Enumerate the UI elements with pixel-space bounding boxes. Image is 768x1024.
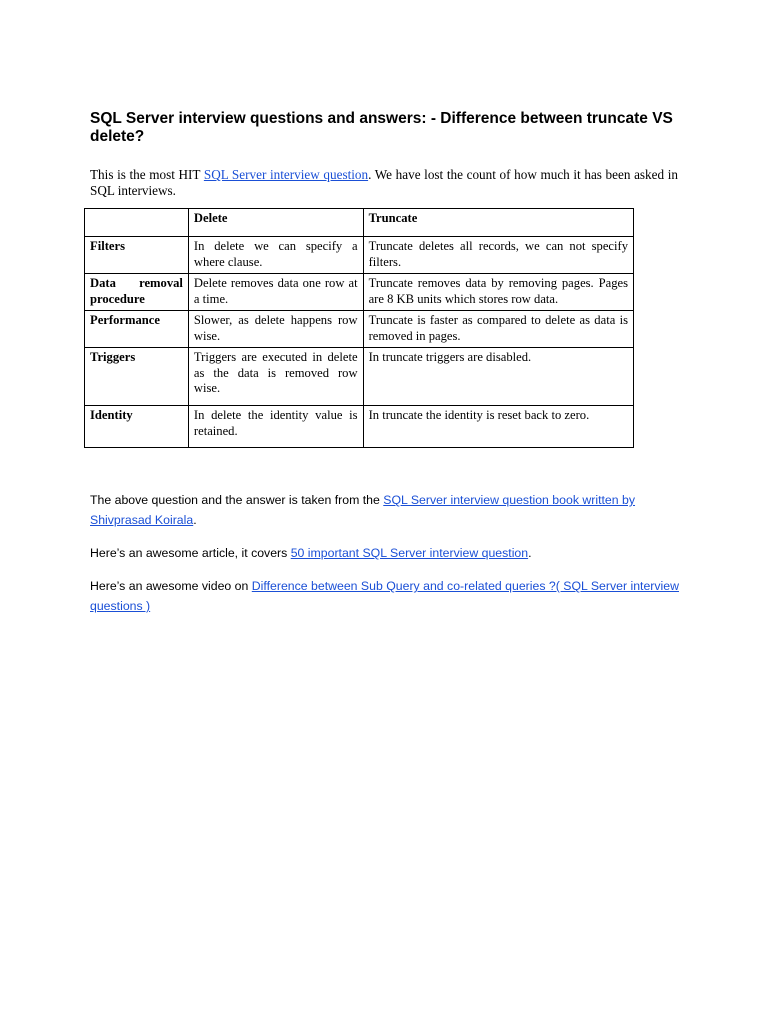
table-row-filters	[85, 237, 634, 274]
book-suffix: .	[193, 513, 197, 527]
cell-truncate-filters: Truncate deletes all records, we can not specify filters.	[363, 237, 633, 274]
article-prefix: Here’s an awesome article, it covers	[90, 546, 291, 560]
cell-delete-triggers: Triggers are executed in delete as the data is removed row wise.	[188, 348, 363, 406]
table-row-triggers	[85, 348, 634, 406]
row-label-identity: Identity	[85, 406, 189, 448]
book-source-paragraph	[90, 490, 680, 530]
cell-truncate-performance: Truncate is faster as compared to delete as data is removed in pages.	[363, 311, 633, 348]
article-suffix: .	[528, 546, 532, 560]
intro-suffix: . We have lost the count of how much it has been asked in SQL interviews.	[90, 167, 678, 198]
cell-truncate-identity: In truncate the identity is reset back to zero.	[363, 406, 633, 448]
row-label-triggers: Triggers	[85, 348, 189, 406]
header-cell-delete: Delete	[188, 209, 363, 237]
page-title: SQL Server interview questions and answers: - Difference between truncate VS delete?	[90, 110, 673, 145]
interview-book-link[interactable]: SQL Server interview question book written by Shivprasad Koirala	[90, 493, 636, 527]
sql-interview-question-link[interactable]: SQL Server interview question	[203, 167, 369, 182]
article-link[interactable]: 50 important SQL Server interview question	[290, 546, 529, 560]
cell-truncate-data-removal: Truncate removes data by removing pages. Pages are 8 KB units which stores row data.	[363, 274, 633, 311]
video-link[interactable]: Difference between Sub Query and co-related queries ?( SQL Server interview questions )	[90, 579, 679, 613]
book-prefix: The above question and the answer is taken from the	[90, 493, 384, 507]
header-cell-truncate: Truncate	[363, 209, 633, 237]
table-row-performance	[85, 311, 634, 348]
intro-prefix: This is the most HIT	[90, 167, 204, 182]
row-label-performance: Performance	[85, 311, 189, 348]
header-cell-empty	[85, 209, 189, 237]
video-paragraph	[90, 576, 680, 616]
cell-delete-data-removal: Delete removes data one row at a time.	[188, 274, 363, 311]
table-row-identity	[85, 406, 634, 448]
row-label-data-removal: Data removal procedure	[85, 274, 189, 311]
intro-paragraph	[90, 167, 678, 199]
table-row-data-removal	[85, 274, 634, 311]
cell-truncate-triggers: In truncate triggers are disabled.	[363, 348, 633, 406]
cell-delete-performance: Slower, as delete happens row wise.	[188, 311, 363, 348]
comparison-table	[84, 208, 634, 448]
video-prefix: Here’s an awesome video on	[90, 579, 252, 593]
row-label-filters: Filters	[85, 237, 189, 274]
cell-delete-filters: In delete we can specify a where clause.	[188, 237, 363, 274]
cell-delete-identity: In delete the identity value is retained.	[188, 406, 363, 448]
article-paragraph	[90, 543, 680, 563]
table-header-row	[85, 209, 634, 237]
